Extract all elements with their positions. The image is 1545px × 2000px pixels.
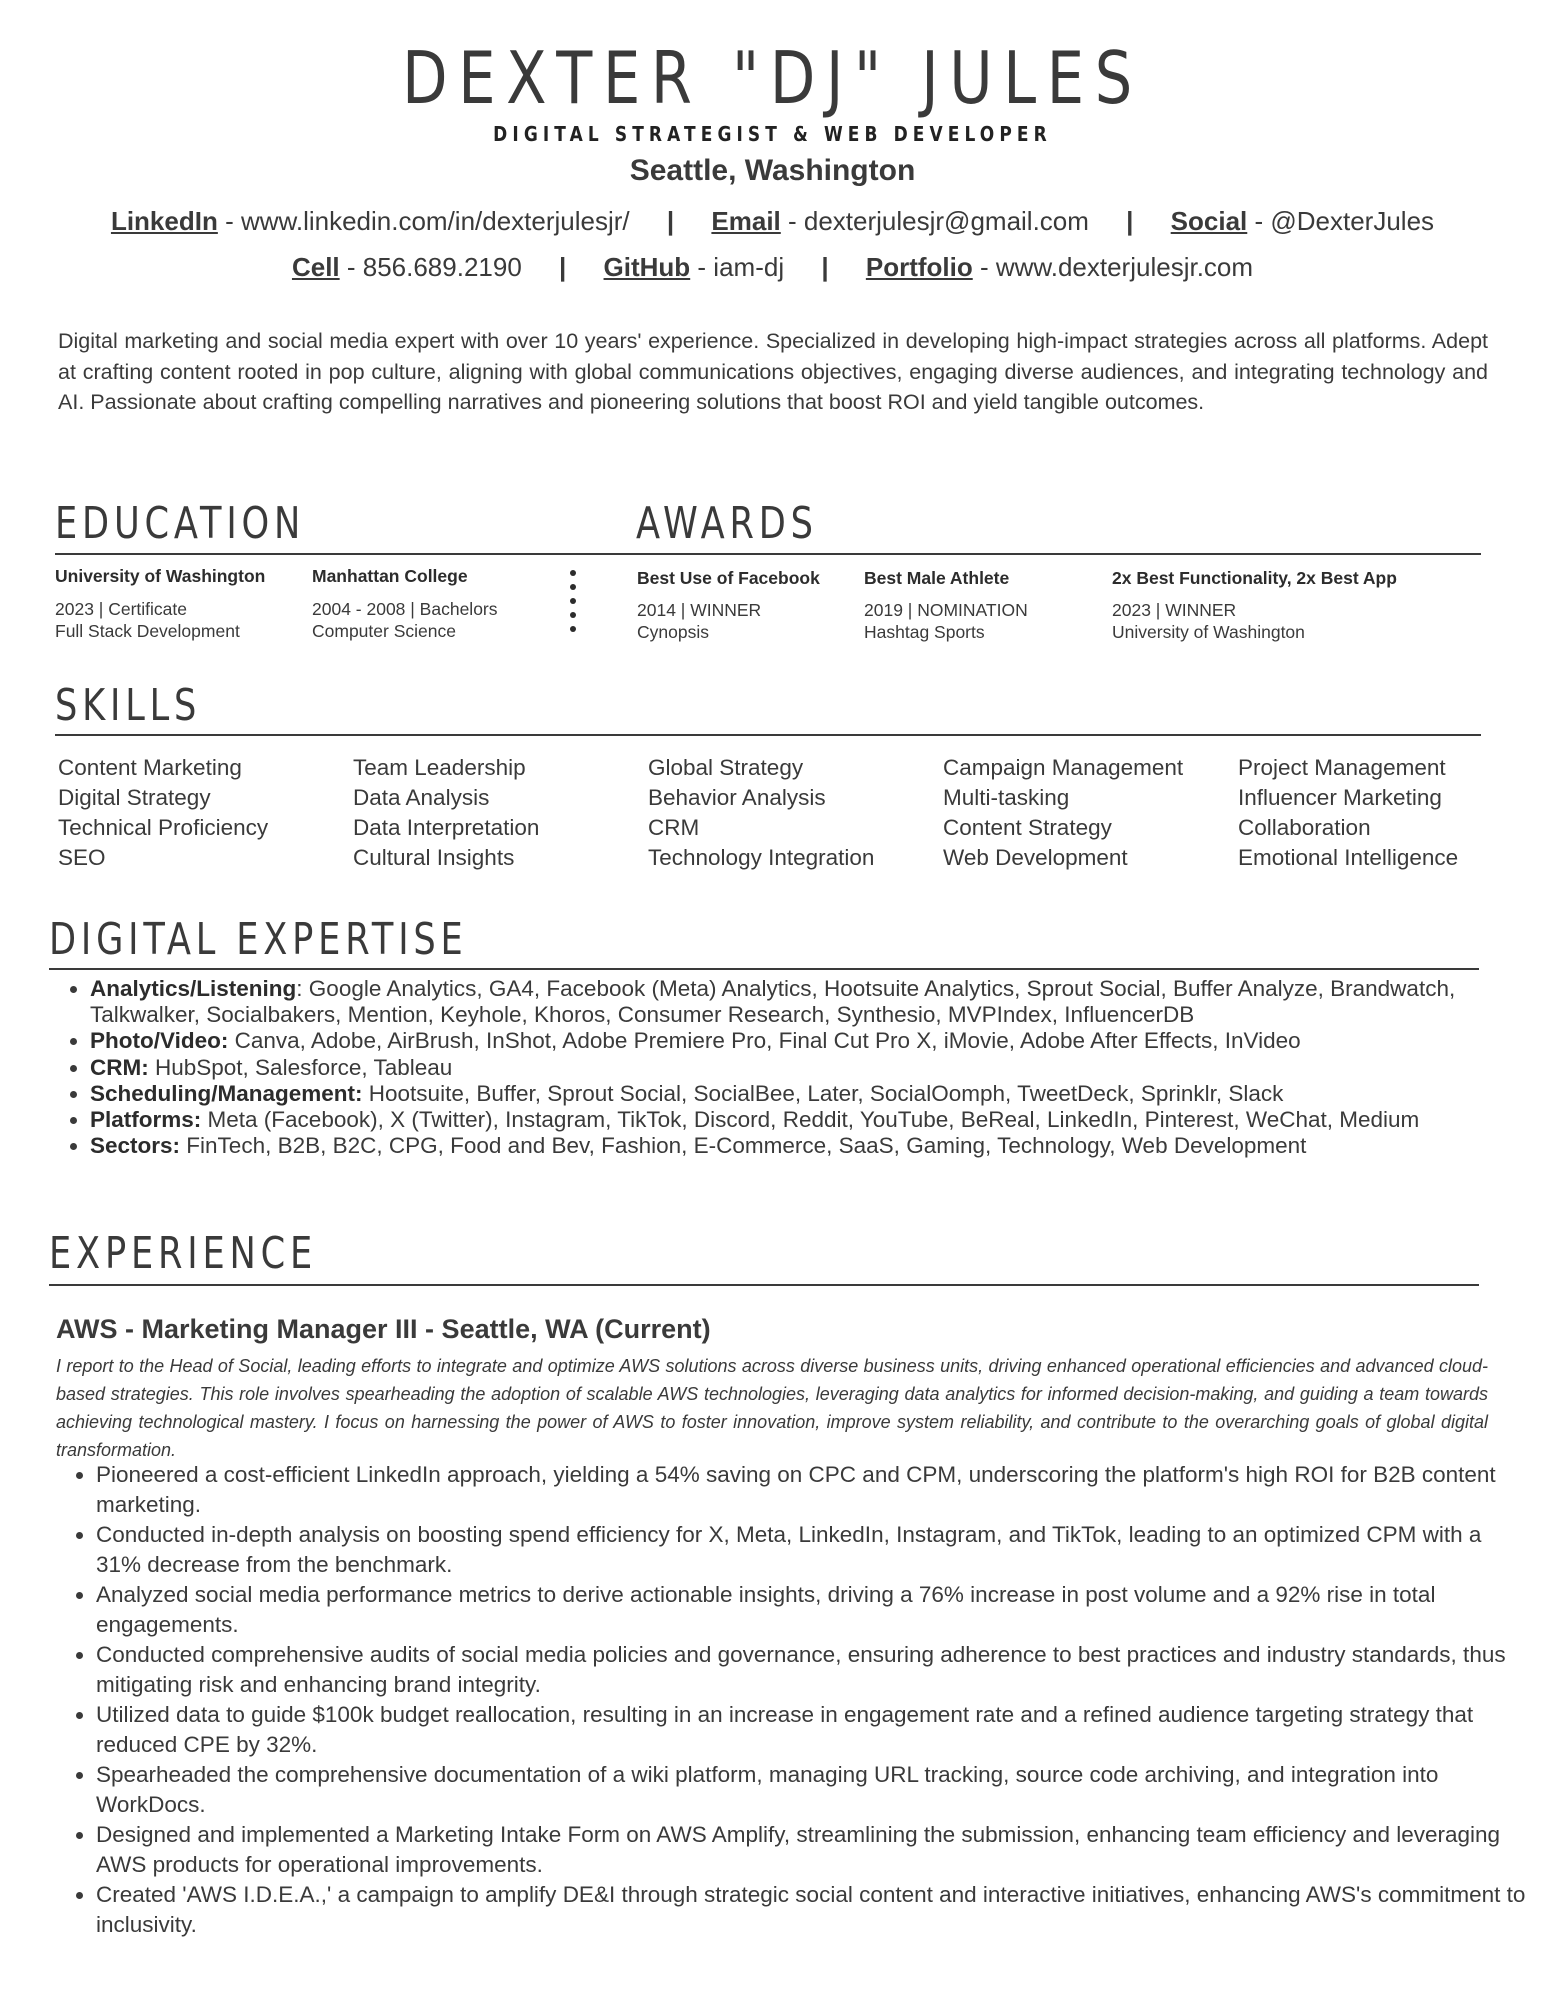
divider-dot: [570, 612, 576, 618]
skill-item: Project Management: [1238, 755, 1446, 780]
award-title: 2x Best Functionality, 2x Best App: [1112, 568, 1397, 588]
social-value: - @DexterJules: [1247, 206, 1435, 236]
skill-item: Campaign Management: [943, 755, 1184, 780]
experience-bullet: • Pioneered a cost-efficient LinkedIn approach, yielding a 54% saving on CPC and CPM, underscoring the platform's high ROI for B2B content marketing.: [96, 1460, 1526, 1520]
job-description: I report to the Head of Social, leading efforts to integrate and optimize AWS solutions across diverse business units, driving enhanced operational efficiencies and advanced cloud-based strategies. This role involves spearheading the adoption of scalable AWS technologies, leveraging data analytics for informed decision-making, and guiding a team towards achieving technological mastery. I focus on harnessing the power of AWS to foster innovation, improve system reliability, and contribute to the overarching goals of global digital transformation.: [56, 1356, 1488, 1460]
award-line: 2014 | WINNER: [637, 600, 762, 620]
skill-item: Influencer Marketing: [1238, 785, 1442, 810]
award-line: Hashtag Sports: [864, 622, 985, 642]
contact-row-1: [0, 206, 1545, 237]
email-link[interactable]: Email: [711, 206, 781, 236]
expertise-label: Scheduling/Management:: [90, 1080, 363, 1106]
expertise-item: [90, 1107, 1530, 1133]
expertise-item: [90, 1028, 1530, 1054]
cell-link[interactable]: Cell: [291, 252, 340, 282]
github-value: - iam-dj: [690, 252, 785, 282]
award-item: [864, 568, 1028, 643]
experience-bullet: • Conducted in-depth analysis on boosting spend efficiency for X, Meta, LinkedIn, Instagram, and TikTok, leading to an optimized CPM with a 31% decrease from the benchmark.: [96, 1520, 1526, 1580]
skill-item: Team Leadership: [353, 755, 526, 780]
skill-item: Multi-tasking: [943, 785, 1070, 810]
email-value: - dexterjulesjr@gmail.com: [780, 206, 1089, 236]
skills-column: [648, 753, 874, 873]
award-title: Best Use of Facebook: [637, 568, 820, 588]
skill-item: Global Strategy: [648, 755, 804, 780]
job-title: AWS - Marketing Manager III - Seattle, WA (Current): [56, 1314, 711, 1344]
skill-item: Data Interpretation: [353, 815, 540, 840]
education-heading: EDUCATION: [55, 498, 306, 549]
education-item: [55, 566, 265, 642]
expertise-item: [90, 1133, 1530, 1159]
award-line: 2023 | WINNER: [1112, 600, 1237, 620]
social-link[interactable]: Social: [1170, 206, 1248, 236]
expertise-text: HubSpot, Salesforce, Tableau: [148, 1054, 453, 1080]
award-line: University of Washington: [1112, 622, 1305, 642]
award-item: [637, 568, 820, 643]
skill-item: Content Marketing: [58, 755, 242, 780]
education-school: University of Washington: [55, 566, 266, 586]
experience-bullet: • Spearheaded the comprehensive documentation of a wiki platform, managing URL tracking, source code archiving, and integration into WorkDocs.: [96, 1760, 1526, 1820]
skill-item: SEO: [58, 845, 106, 870]
portfolio-link[interactable]: Portfolio: [865, 252, 973, 282]
linkedin-value: - www.linkedin.com/in/dexterjulesjr/: [217, 206, 630, 236]
education-school: Manhattan College: [312, 566, 468, 586]
portfolio-value: - www.dexterjulesjr.com: [972, 252, 1254, 282]
expertise-text: Meta (Facebook), X (Twitter), Instagram, TikTok, Discord, Reddit, YouTube, BeReal, LinkedIn, Pinterest, WeChat, Medium: [201, 1107, 1420, 1133]
skill-item: Cultural Insights: [353, 845, 515, 870]
section-divider: [55, 553, 1481, 555]
linkedin-link[interactable]: LinkedIn: [110, 206, 218, 236]
expertise-label: Sectors:: [90, 1133, 181, 1159]
github-link[interactable]: GitHub: [603, 252, 691, 282]
skill-item: Emotional Intelligence: [1238, 845, 1459, 870]
section-divider: [49, 1284, 1479, 1286]
candidate-location: Seattle, Washington: [629, 154, 916, 187]
skills-column: [353, 753, 539, 873]
education-line: Computer Science: [312, 621, 456, 641]
experience-bullet: • Conducted comprehensive audits of social media policies and governance, ensuring adherence to best practices and industry standards, thus mitigating risk and enhancing brand integrity.: [96, 1640, 1526, 1700]
expertise-text: Hootsuite, Buffer, Sprout Social, SocialBee, Later, SocialOomph, TweetDeck, Sprinklr, Slack: [362, 1080, 1284, 1106]
contact-separator: |: [821, 252, 829, 282]
dotted-divider: [570, 570, 576, 632]
expertise-list: [58, 976, 1530, 1159]
education-line: 2004 - 2008 | Bachelors: [312, 599, 498, 619]
education-line: Full Stack Development: [55, 621, 240, 641]
skills-column: [943, 753, 1183, 873]
expertise-text: : Google Analytics, GA4, Facebook (Meta) Analytics, Hootsuite Analytics, Sprout Social, Buffer Analyze, Brandwatch, Talkwalker, Socialbakers, Mention, Keyhole, Khoros, Consumer Research, Synthesio, MVPIndex, InfluencerDB: [90, 976, 1456, 1028]
skill-item: Collaboration: [1238, 815, 1371, 840]
expertise-item: [90, 1055, 1530, 1081]
award-line: 2019 | NOMINATION: [864, 600, 1028, 620]
expertise-label: CRM:: [90, 1054, 149, 1080]
section-divider: [49, 968, 1479, 970]
skills-column: [58, 753, 268, 873]
divider-dot: [570, 598, 576, 604]
skills-heading: SKILLS: [55, 680, 202, 731]
skill-item: CRM: [648, 815, 700, 840]
education-item: [312, 566, 498, 642]
experience-bullet: • Analyzed social media performance metrics to derive actionable insights, driving a 76% increase in post volume and a 92% rise in total engagements.: [96, 1580, 1526, 1640]
contact-separator: |: [1126, 206, 1134, 236]
skill-item: Content Strategy: [943, 815, 1112, 840]
digital-expertise-heading: DIGITAL EXPERTISE: [49, 914, 468, 965]
experience-bullets: [64, 1460, 1526, 1940]
skill-item: Data Analysis: [353, 785, 490, 810]
award-line: Cynopsis: [637, 622, 709, 642]
section-divider: [55, 734, 1481, 736]
divider-dot: [570, 626, 576, 632]
expertise-item: [90, 976, 1530, 1028]
expertise-label: Photo/Video:: [90, 1028, 229, 1054]
award-item: [1112, 568, 1397, 643]
education-line: 2023 | Certificate: [55, 599, 187, 619]
contact-separator: |: [559, 252, 567, 282]
skill-item: Web Development: [943, 845, 1128, 870]
expertise-label: Analytics/Listening: [90, 976, 297, 1001]
cell-value: - 856.689.2190: [339, 252, 522, 282]
skill-item: Technology Integration: [648, 845, 875, 870]
skill-item: Technical Proficiency: [58, 815, 269, 840]
divider-dot: [570, 570, 576, 576]
expertise-item: [90, 1081, 1530, 1107]
experience-bullet: • Created 'AWS I.D.E.A.,' a campaign to amplify DE&I through strategic social content and interactive initiatives, enhancing AWS's commitment to inclusivity.: [96, 1880, 1526, 1940]
expertise-text: FinTech, B2B, B2C, CPG, Food and Bev, Fashion, E-Commerce, SaaS, Gaming, Technology, Web Development: [180, 1133, 1307, 1159]
candidate-name: DEXTER "DJ" JULES: [402, 36, 1143, 120]
skill-item: Digital Strategy: [58, 785, 211, 810]
award-title: Best Male Athlete: [864, 568, 1010, 588]
divider-dot: [570, 584, 576, 590]
professional-summary: Digital marketing and social media expert with over 10 years' experience. Specialized in developing high-impact strategies across all platforms. Adept at crafting content rooted in pop culture, aligning with global communications objectives, engaging diverse audiences, and integrating technology and AI. Passionate about crafting compelling narratives and pioneering solutions that boost ROI and yield tangible outcomes.: [58, 329, 1488, 414]
contact-separator: |: [666, 206, 675, 236]
experience-bullet: • Designed and implemented a Marketing Intake Form on AWS Amplify, streamlining the submission, enhancing team efficiency and leveraging AWS products for operational improvements.: [96, 1820, 1526, 1880]
expertise-text: Canva, Adobe, AirBrush, InShot, Adobe Premiere Pro, Final Cut Pro X, iMovie, Adobe After Effects, InVideo: [228, 1028, 1301, 1054]
contact-row-2: [0, 252, 1545, 283]
awards-heading: AWARDS: [636, 498, 818, 549]
experience-heading: EXPERIENCE: [49, 1228, 318, 1279]
candidate-subtitle: DIGITAL STRATEGIST & WEB DEVELOPER: [493, 122, 1052, 146]
skills-column: [1238, 753, 1458, 873]
skill-item: Behavior Analysis: [648, 785, 826, 810]
experience-bullet: • Utilized data to guide $100k budget reallocation, resulting in an increase in engagement rate and a refined audience targeting strategy that reduced CPE by 32%.: [96, 1700, 1526, 1760]
expertise-label: Platforms:: [90, 1107, 202, 1133]
